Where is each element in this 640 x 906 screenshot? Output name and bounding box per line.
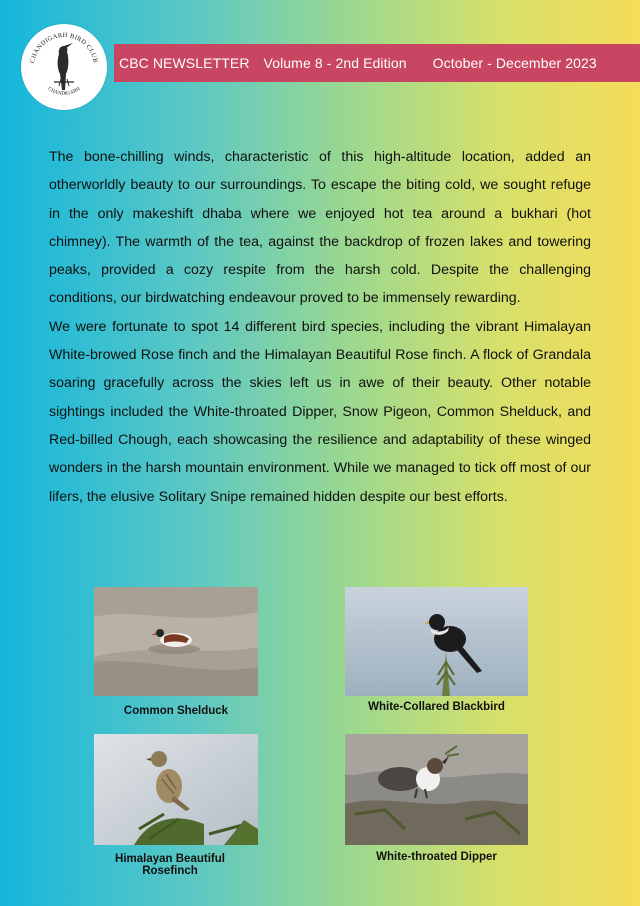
caption-white-collared-blackbird: White-Collared Blackbird (368, 701, 505, 713)
paragraph-1: The bone-chilling winds, characteristic of this high-altitude location, added an otherworldly beauty to our surroundings. To escape the biting cold, we sought refuge in the only makeshift dhaba where we enjoyed hot tea around a bukhari (hot chimney). The warmth of the tea, against the backdrop of frozen lakes and towering peaks, provided a cozy respite from the harsh cold. Despite the challenging conditions, our birdwatching endeavour proved to be immensely rewarding. (49, 149, 591, 307)
newsletter-banner (114, 44, 640, 82)
photo-common-shelduck (94, 587, 258, 696)
volume-label: Volume 8 - 2nd Edition (263, 55, 407, 71)
caption-white-throated-dipper: White-throated Dipper (376, 851, 497, 863)
photo-himalayan-beautiful-rosefinch (94, 734, 258, 845)
photo-white-throated-dipper (345, 734, 528, 845)
photo-white-collared-blackbird (345, 587, 528, 696)
newsletter-title: CBC NEWSLETTER (119, 55, 250, 71)
caption-himalayan-beautiful-rosefinch: Himalayan Beautiful Rosefinch (115, 853, 225, 877)
logo-bottom-text: CHANDIGARH (46, 85, 82, 97)
period-label: October - December 2023 (432, 55, 597, 71)
club-logo (21, 24, 107, 110)
caption-common-shelduck: Common Shelduck (123, 705, 229, 717)
paragraph-2: We were fortunate to spot 14 different bird species, including the vibrant Himalayan White-browed Rose finch and the Himalayan Beautiful Rose finch. A flock of Grandala soaring gracefully across the skies left us in awe of their beauty. Other notable sightings included the White-throated Dipper, Snow Pigeon, Common Shelduck, and Red-billed Chough, each showcasing the resilience and adaptability of these winged wonders in the harsh mountain environment. While we managed to tick off most of our lifers, the elusive Solitary Snipe remained hidden despite our best efforts. (49, 318, 591, 505)
logo-top-text: CHANDIGARH BIRD CLUB (29, 31, 99, 64)
bird-icon (21, 24, 107, 110)
article-body (49, 143, 591, 511)
